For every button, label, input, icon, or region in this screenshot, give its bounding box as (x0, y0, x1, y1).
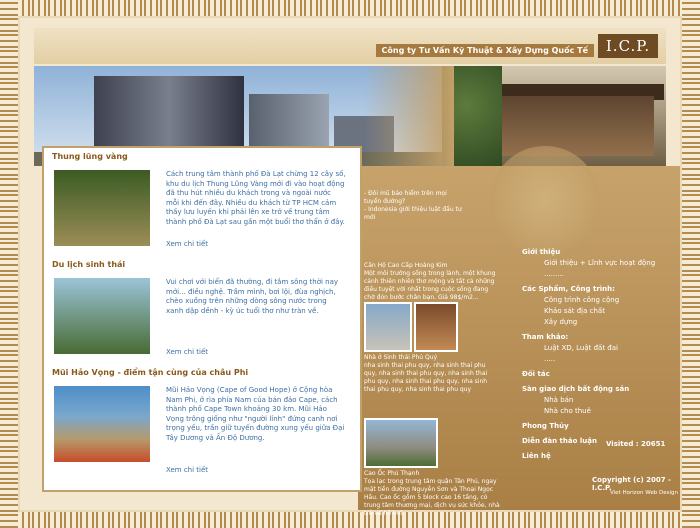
article-title[interactable]: Mũi Hảo Vọng - điểm tận cùng của châu Phi (52, 368, 249, 377)
article-thung-lung-vang (52, 152, 352, 248)
decorative-border-right (682, 0, 700, 528)
article-thumbnail[interactable] (54, 278, 150, 354)
submenu-item[interactable]: Giới thiệu + Lĩnh vực hoạt động (544, 259, 656, 267)
yin-yang-icon (490, 146, 600, 256)
submenu-item[interactable]: Nhà bán (544, 396, 574, 404)
designer-credit[interactable]: Viet Horizon Web Design (610, 490, 678, 496)
listing-image[interactable] (364, 302, 412, 352)
menu-item-gioi-thieu[interactable]: Giới thiệu (522, 248, 561, 256)
decorative-border-bottom (0, 512, 700, 528)
news-ticker[interactable]: - Đôi mũ bảo hiểm trên mọi tuyến đường? - Indonesia giới thiệu luật đầu tư mới (364, 190, 462, 221)
visit-counter: Visited : 20651 (606, 440, 666, 448)
article-title[interactable]: Thung lũng vàng (52, 152, 128, 161)
article-du-lich-sinh-thai (52, 260, 352, 356)
listing-image[interactable] (414, 302, 458, 352)
menu-item-tham-khao[interactable]: Tham khảo: (522, 333, 569, 341)
header-bar (34, 28, 666, 64)
submenu-item[interactable]: Khảo sát địa chất (544, 307, 605, 315)
menu-item-doi-tac[interactable]: Đối tác (522, 370, 550, 378)
menu-item-lien-he[interactable]: Liên hệ (522, 452, 551, 460)
article-thumbnail[interactable] (54, 386, 150, 462)
copyright-text: Copyright (c) 2007 - I.C.P. (592, 476, 671, 492)
listing-image[interactable] (364, 418, 438, 468)
listing-phu-thanh[interactable]: Cao Ốc Phú Thạnh Tọa lạc trong trung tâm quận Tân Phú, ngay mặt tiền đường Nguyễn Sơn và Thoại Ngọc Hầu. Cao ốc gồm 5 block cao 16 tầng, có trung tâm thương mại, dịch vụ sức khỏe, nhà trẻ và hồ bơi. (364, 470, 500, 517)
featured-listings (360, 178, 502, 517)
site-logo[interactable]: I.C.P. (598, 34, 658, 58)
submenu-item[interactable]: Công trình công cộng (544, 296, 620, 304)
menu-item-phong-thuy[interactable]: Phong Thủy (522, 422, 569, 430)
decorative-border-left (0, 0, 18, 528)
article-mui-hao-vong (52, 368, 352, 474)
article-title[interactable]: Du lịch sinh thái (52, 260, 126, 269)
article-excerpt: Vui chơi với biển đã thường, đi tắm sông thời nay mới... điều nghệ. Trầm mình, bơi lội, đùa nghịch, chèo xuồng trên những dòng sông nước trong xanh dập dềnh - kỳ úc tuổi thơ như tràn về. (166, 278, 339, 315)
menu-item-dien-dan[interactable]: Diễn đàn thảo luận (522, 437, 597, 445)
submenu-item[interactable]: Nhà cho thuê (544, 407, 591, 415)
listing-hoang-kim[interactable]: Căn Hộ Cao Cấp Hoàng Kim Một môi trường sống trong lành, một khung cảnh thiên nhiên thơ mộng và tất cả những điều tuyệt vời nhất trong cuộc sống đang chờ đón bước chân bạn. Giá 98$/m2... (364, 262, 496, 301)
decorative-border-top (0, 0, 700, 16)
page-inner (20, 18, 680, 517)
menu-item-san-giao-dich[interactable]: Sàn giao dịch bất động sản (522, 385, 630, 393)
submenu-item[interactable]: Xây dựng (544, 318, 578, 326)
article-excerpt: Mũi Hảo Vọng (Cape of Good Hope) ở Cộng hòa Nam Phi, ở rìa phía Nam của bán đảo Cape, cách thành phố Cape Town khoảng 30 km. Mũi Hảo Vọng trông giống như "người lính" đứng canh nơi trọng yếu, trấn giữ tuyến đường xung yếu giữa Đại Tây Dương và Ấn Độ Dương. (166, 386, 345, 442)
read-more-link[interactable]: Xem chi tiết (166, 466, 209, 474)
submenu-item[interactable]: ..... (544, 355, 556, 363)
article-excerpt: Cách trung tâm thành phố Đà Lạt chừng 12 cây số, khu du lịch Thung Lũng Vàng mới đi vào hoạt động đã thu hút nhiều du khách trong và ngoài nước mỗi khi đến đây. Nhiều du khách từ TP HCM cảm thấy lưu luyến khi phải lên xe trở về trung tâm thành phố Đà Lạt sau gần một buổi thơ thẩn ở đây. (166, 170, 346, 226)
main-menu (522, 243, 672, 462)
submenu-item[interactable]: Luật XD, Luật đất đai (544, 344, 618, 352)
menu-item-san-pham[interactable]: Các Sphẩm, Công trình: (522, 285, 615, 293)
news-panel (42, 146, 362, 492)
read-more-link[interactable]: Xem chi tiết (166, 240, 209, 248)
submenu-item[interactable]: ......... (544, 270, 565, 278)
company-name: Công ty Tư Vấn Kỹ Thuật & Xây Dựng Quốc Tế (376, 44, 595, 57)
article-thumbnail[interactable] (54, 170, 150, 246)
listing-phu-quy[interactable]: Nhà ở Sinh thái Phú Quý nha sinh thai phu quy, nha sinh thai phu quy, nha sinh thai phu quy, nha sinh thai phu quy, nha sinh thai phu quy, nha sinh thai phu quy, nha sinh thai phu quy (364, 354, 488, 393)
read-more-link[interactable]: Xem chi tiết (166, 348, 209, 356)
